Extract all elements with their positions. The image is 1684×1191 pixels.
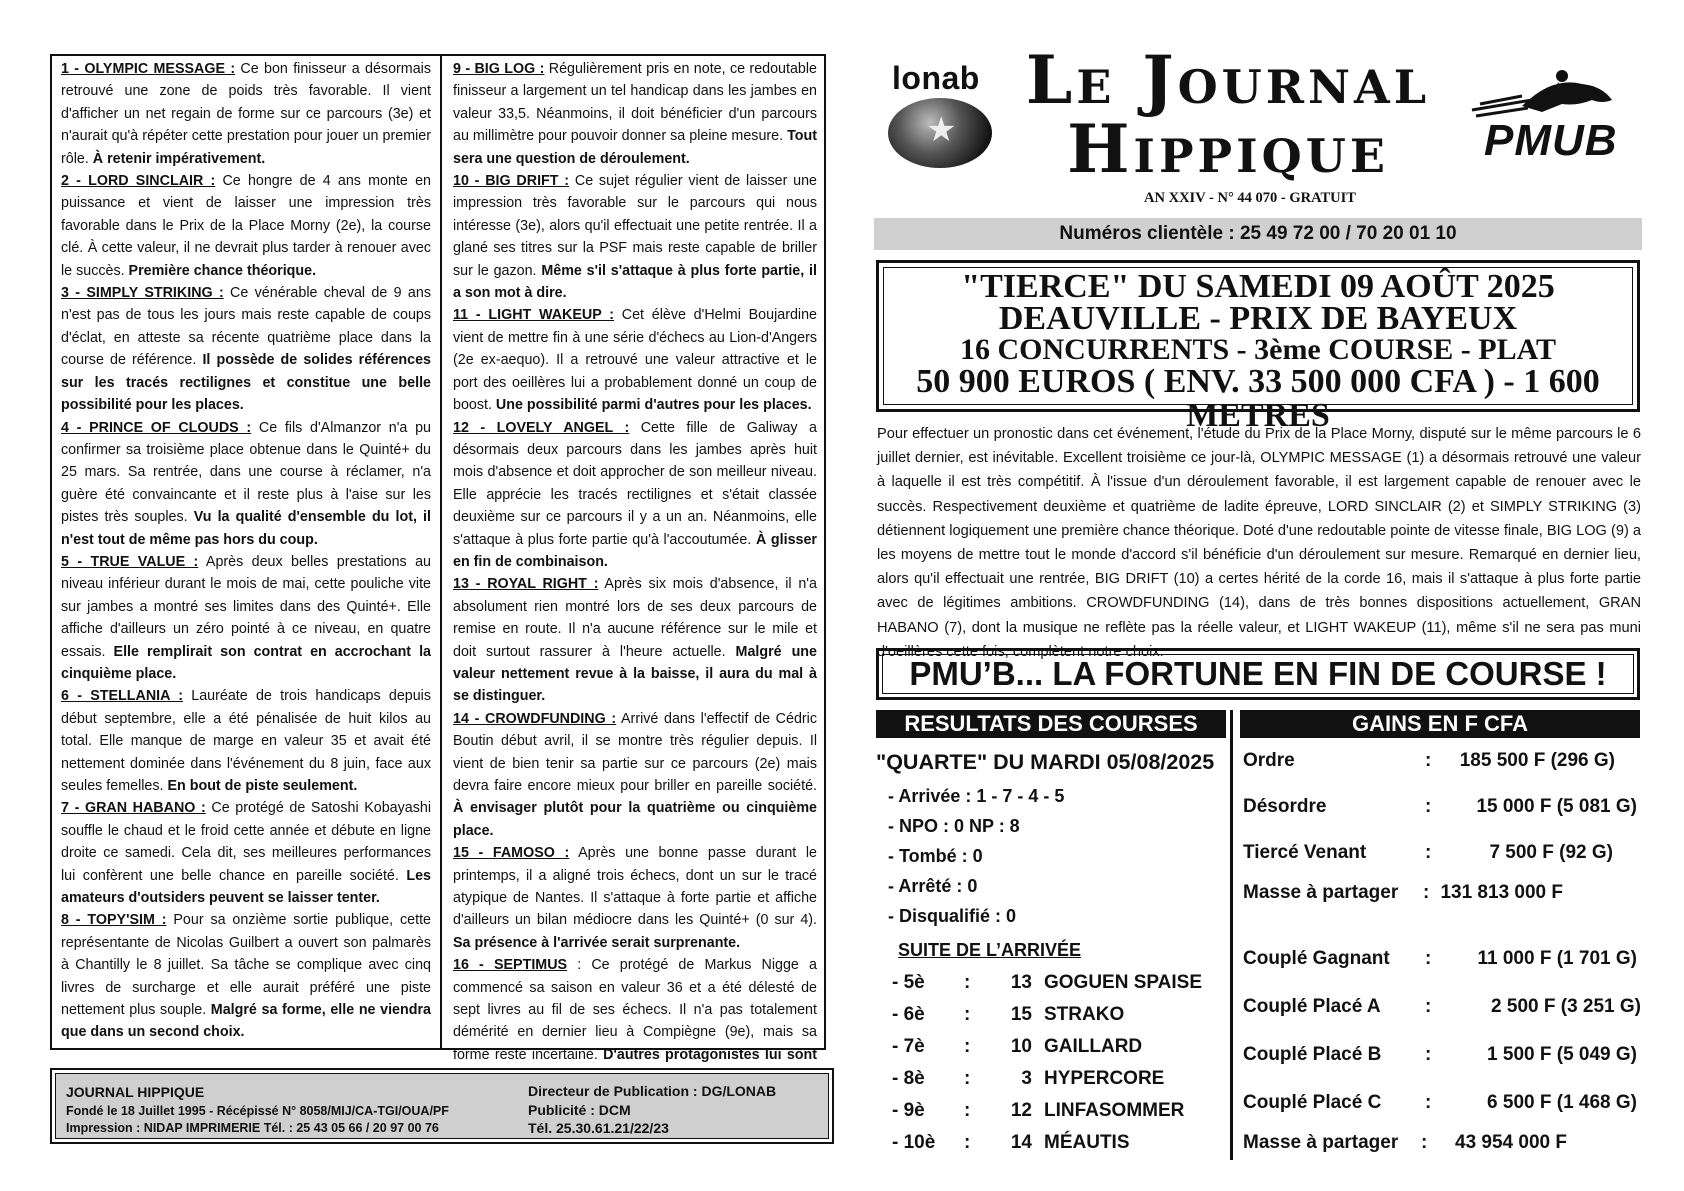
result-line-npo: - NPO : 0 NP : 8 xyxy=(888,816,1020,836)
entry-text: Cet élève d'Helmi Boujardine vient de mettre fin à une série d'échecs au Lion-d'Angers (2e ex-aequo). Il a retrouvé une valeur attractive et le port des oeillères lui a probablement donné un coup de boost. xyxy=(453,307,817,414)
entry-text: Après six mois d'absence, il n'a absolument rien montré lors de ses deux parcours de remise en route. Il n'a aucune référence sur le mile et doit surtout rassurer à l'heure actuelle. xyxy=(453,576,817,660)
entry-verdict: À glisser en fin de combinaison. xyxy=(453,531,817,570)
footer-panel xyxy=(55,1073,829,1139)
entry-verdict: À envisager plutôt pour la quatrième ou cinquième place. xyxy=(453,800,817,839)
gain-colon: : xyxy=(1425,1092,1432,1113)
entry-5 xyxy=(61,551,431,685)
entry-verdict: Malgré sa forme, elle ne viendra que dans un second choix. xyxy=(61,1002,431,1041)
entry-6 xyxy=(61,685,431,797)
entry-15 xyxy=(453,842,817,954)
entry-head: 2 - LORD SINCLAIR : xyxy=(61,173,216,190)
entry-head: 8 - TOPY'SIM : xyxy=(61,912,167,929)
suite-horse-name: GOGUEN SPAISE xyxy=(1044,972,1203,993)
suite-number: 14 xyxy=(1010,1132,1032,1153)
entry-11 xyxy=(453,304,817,416)
entry-head: 5 - TRUE VALUE : xyxy=(61,553,199,570)
entry-text: Après deux belles prestations au niveau inférieur durant le mois de mai, cette pouliche vite sur jambes a montré ses limites dans des Quinté+. Elle affiche d'ailleurs un zéro pointé à ce niveau, en quatre essais. xyxy=(61,553,431,660)
gain-value: 2 500 F (3 251 G) xyxy=(1491,996,1641,1017)
entry-verdict: Sa présence à l'arrivée serait surprenante. xyxy=(453,934,741,951)
footer-phone: Tél. 25.30.61.21/22/23 xyxy=(528,1120,669,1136)
gain-label: Couplé Gagnant xyxy=(1243,948,1390,969)
entry-text: Ce sujet régulier vient de laisser une impression très favorable sur le parcours qui nous intéresse (3e), alors qu'il effectuait une petite rentrée. Il a glané ses titres sur la PSF mais reste capable de briller sur le gazon. xyxy=(453,173,817,279)
footer-printing: Impression : NIDAP IMPRIMERIE Tél. : 25 43 05 66 / 20 97 00 76 xyxy=(66,1121,439,1135)
star-icon: ★ xyxy=(926,111,957,149)
race-title-line-1: "TIERCE" DU SAMEDI 09 AOÛT 2025 xyxy=(961,268,1555,305)
gain-row xyxy=(1243,1092,1643,1118)
suite-number: 10 xyxy=(1010,1036,1032,1057)
entry-text: Ce fils d'Almanzor n'a pu confirmer sa troisième place obtenue dans le Quinté+ du 25 mars. Sa rentrée, dans une course à réclamer, n'a guère été convaincante et il reste plus à l'aise sur les pistes très souples. xyxy=(61,419,431,526)
suite-position: - 10è xyxy=(892,1132,936,1153)
entry-verdict: Une possibilité parmi d'autres pour les places. xyxy=(495,397,812,414)
gain-value: 1 500 F (5 049 G) xyxy=(1487,1044,1637,1065)
race-title-box xyxy=(876,260,1640,434)
entry-verdict: D'autres protagonistes lui sont xyxy=(603,1046,817,1063)
entry-verdict: Tout sera une question de déroulement. xyxy=(453,128,817,167)
gain-label: Tiercé Venant xyxy=(1243,842,1367,863)
race-title-line-3: 16 CONCURRENTS - 3ème COURSE - PLAT xyxy=(959,333,1557,366)
result-line-arrivee: - Arrivée : 1 - 7 - 4 - 5 xyxy=(888,786,1065,806)
gain-colon: : xyxy=(1421,1132,1428,1153)
journal-title xyxy=(1008,41,1448,188)
suite-colon: : xyxy=(964,1036,971,1057)
suite-position: - 7è xyxy=(892,1036,925,1057)
gain-label: Désordre xyxy=(1243,796,1327,817)
gain-label: Masse à partager xyxy=(1243,882,1399,903)
suite-number: 12 xyxy=(1010,1100,1032,1121)
entry-3 xyxy=(61,282,431,416)
race-title-line-4: 50 900 EUROS ( ENV. 33 500 000 CFA ) - 1 600 METRES xyxy=(916,363,1600,434)
descriptions-column-2 xyxy=(453,58,817,1089)
lonab-logo xyxy=(884,60,1002,170)
prognosis-intro: Pour effectuer un pronostic dans cet événement, l'étude du Prix de la Place Morny, disputé sur le même parcours le 6 juillet dernier, est inévitable. Excellent troisième ce jour-là, OLYMPIC MESSAGE (1) a désormais retrouvé une valeur à laquelle il est très compétitif. À l'issue d'un déroulement favorable, il est largement capable de renouer avec le succès. Respectivement deuxième et quatrième de ladite épreuve, LORD SINCLAIR (2) et SIMPLY STRIKING (3) détiennent logiquement une première chance théorique. Doté d'une redoutable pointe de vitesse finale, BIG LOG (9) a les moyens de mettre tout le monde d'accord s'il bénéficie d'un déroulement sur mesure. Remarqué en dernier lieu, alors qu'il effectuait une rentrée, BIG DRIFT (10) a certes hérité de la corde 16, mais il s'attaque à plus forte partie avec de légitimes ambitions. CROWDFUNDING (14), dans de très bonnes dispositions actuellement, GRAN HABANO (7), dont la musique ne reflète pas la réelle valeur, et LIGHT WAKEUP (11), même s'il ne sera pas muni d'oeillères cette fois, complètent notre choix. xyxy=(877,426,1641,660)
issue-info: AN XXIV - N° 44 070 - GRATUIT xyxy=(1144,190,1356,206)
results-divider xyxy=(1230,710,1233,1160)
entry-head: 15 - FAMOSO : xyxy=(453,845,570,862)
entry-verdict: Première chance théorique. xyxy=(128,262,317,279)
entry-head: 12 - LOVELY ANGEL : xyxy=(453,419,630,436)
entry-1 xyxy=(61,58,431,170)
gain-colon: : xyxy=(1425,1044,1432,1065)
entry-9 xyxy=(453,58,817,170)
entry-verdict: À retenir impérativement. xyxy=(92,150,266,167)
suite-number: 15 xyxy=(1010,1004,1032,1025)
entry-text: Ce protégé de Satoshi Kobayashi souffle le chaud et le froid cette année et débute en ligne droite ce samedi. Cela dit, ses meilleures performances lui confèrent une belle chance en pareille société. xyxy=(61,800,432,884)
entry-verdict: Les amateurs d'outsiders peuvent se laisser tenter. xyxy=(61,867,431,907)
gain-colon: : xyxy=(1425,948,1432,969)
entry-head: 16 - SEPTIMUS xyxy=(453,957,568,974)
footer-journal-name: JOURNAL HIPPIQUE xyxy=(66,1084,205,1100)
suite-horse-name: LINFASOMMER xyxy=(1044,1100,1185,1121)
entry-7 xyxy=(61,797,431,909)
entry-verdict: Vu la qualité d'ensemble du lot, il n'est tout de même pas hors du coup. xyxy=(61,509,431,548)
pmub-logo xyxy=(1462,66,1632,176)
publication-footer xyxy=(50,1068,834,1144)
results-header: RESULTATS DES COURSES xyxy=(876,710,1226,738)
gain-label: Masse à partager xyxy=(1243,1132,1399,1153)
entry-text: Ce bon finisseur a désormais retrouvé une zone de poids très favorable. Il vient d'afficher un net regain de forme sur ce parcours (3e) et n'aurait qu'à répéter cette prestation pour jouer un premier rôle. xyxy=(61,61,431,167)
race-title-inner xyxy=(883,267,1633,434)
gain-row xyxy=(1243,1132,1643,1158)
entry-head: 6 - STELLANIA : xyxy=(61,688,183,705)
gain-colon: : xyxy=(1425,750,1432,771)
gain-value: 11 000 F (1 701 G) xyxy=(1477,948,1637,969)
entry-head: 7 - GRAN HABANO : xyxy=(61,800,206,817)
gain-row xyxy=(1243,948,1643,974)
entry-text: Après une bonne passe durant le printemps, il a aligné trois échecs, dont un sur le tracé atypique de Nantes. Il s'attaque à forte partie et affiche d'ailleurs un bilan médiocre dans les Quinté+ (0 sur 4). xyxy=(453,845,818,929)
gain-label: Ordre xyxy=(1243,750,1295,771)
suite-colon: : xyxy=(964,1132,971,1153)
journal-title-line-1: Le Journal xyxy=(1025,41,1431,119)
entry-13 xyxy=(453,573,817,707)
gain-colon: : xyxy=(1425,996,1432,1017)
suite-colon: : xyxy=(964,972,971,993)
suite-horse-name: STRAKO xyxy=(1044,1004,1125,1025)
entry-head: 10 - BIG DRIFT : xyxy=(453,173,570,190)
suite-colon: : xyxy=(964,1004,971,1025)
gain-value: 185 500 F (296 G) xyxy=(1459,750,1615,771)
entry-verdict: Elle remplirait son contrat en accrochant la cinquième place. xyxy=(61,643,432,682)
footer-advertising: Publicité : DCM xyxy=(528,1102,631,1118)
result-line-tombe: - Tombé : 0 xyxy=(888,846,983,866)
entry-head: 14 - CROWDFUNDING : xyxy=(453,710,617,727)
suite-horse-name: GAILLARD xyxy=(1044,1036,1143,1057)
gain-row xyxy=(1243,842,1643,868)
suite-position: - 6è xyxy=(892,1004,925,1025)
entry-12 xyxy=(453,417,817,574)
gain-value: 131 813 000 F xyxy=(1440,882,1563,903)
gain-value: 7 500 F (92 G) xyxy=(1489,842,1613,863)
result-line-arrete: - Arrêté : 0 xyxy=(888,876,978,896)
suite-position: - 9è xyxy=(892,1100,925,1121)
entry-text: Arrivé dans l'effectif de Cédric Boutin début avril, il se montre très régulier depuis. Il vient de bien tenir sa partie sur ce parcours (2e) mais devra faire encore mieux pour briller en pareille société. xyxy=(453,710,817,794)
gain-row xyxy=(1243,796,1643,822)
entry-head: 13 - ROYAL RIGHT : xyxy=(453,576,599,593)
entry-verdict: En bout de piste seulement. xyxy=(167,778,358,794)
lonab-logo-text: lonab xyxy=(892,60,980,96)
entry-head: 11 - LIGHT WAKEUP : xyxy=(453,307,614,324)
entry-verdict: Même s'il s'attaque à plus forte partie, il a son mot à dire. xyxy=(453,262,817,302)
suite-position: - 5è xyxy=(892,972,925,993)
gain-row xyxy=(1243,750,1643,776)
entry-text: Lauréate de trois handicaps depuis début septembre, elle a été pénalisée de huit kilos au total. Elle manque de marge en valeur 35 et avait été nettement dominée dans l'événement du 8 juin, face aux seules femelles. xyxy=(61,688,432,794)
suite-title: SUITE DE L’ARRIVÉE xyxy=(898,940,1082,960)
entry-head: 9 - BIG LOG : xyxy=(453,61,545,77)
gain-value: 43 954 000 F xyxy=(1455,1132,1567,1153)
entry-head: 1 - OLYMPIC MESSAGE : xyxy=(61,61,236,77)
gain-label: Couplé Placé A xyxy=(1243,996,1381,1017)
suite-horse-name: MÉAUTIS xyxy=(1044,1132,1130,1153)
horse-descriptions-box xyxy=(50,54,826,1063)
suite-position: - 8è xyxy=(892,1068,925,1089)
entry-4 xyxy=(61,417,431,551)
suite-number: 3 xyxy=(1021,1068,1032,1089)
entry-verdict: Il possède de solides références sur les tracés rectilignes et constitue une belle possibilité pour les places. xyxy=(61,352,431,414)
entry-text: Régulièrement pris en note, ce redoutable finisseur a largement un tel handicap dans les jambes en valeur 33,5. Néanmoins, il doit bénéficier d'un parcours au millimètre pour pouvoir donner sa pleine mesure. xyxy=(453,61,818,145)
gain-row xyxy=(1243,1044,1643,1070)
descriptions-column-1 xyxy=(61,58,431,1044)
entry-head: 3 - SIMPLY STRIKING : xyxy=(61,285,224,302)
entry-text: Pour sa onzième sortie publique, cette représentante de Nicolas Guilbert a ouvert son palmarès à Chantilly le 8 juillet. Sa tâche se complique avec cinq livres de surcharge et elle aurait préféré une piste nettement plus souple. xyxy=(61,912,431,1019)
slogan-text: PMU’B... LA FORTUNE EN FIN DE COURSE ! xyxy=(882,654,1634,694)
suite-number: 13 xyxy=(1010,972,1032,993)
gain-row xyxy=(1243,882,1643,908)
gain-value: 6 500 F (1 468 G) xyxy=(1487,1092,1637,1113)
gain-colon: : xyxy=(1425,796,1432,817)
gain-label: Couplé Placé B xyxy=(1243,1044,1382,1065)
suite-colon: : xyxy=(964,1100,971,1121)
gain-colon: : xyxy=(1425,842,1432,863)
entry-text: : Ce protégé de Markus Nigge a commencé sa saison en valeur 36 et a été délesté de sept livres au fil de ses échecs. Il n'a pas totalement démérité en dernier lieu à Compiègne (9e), mais sa forme reste incertaine. xyxy=(453,957,817,1063)
entry-8 xyxy=(61,909,431,1043)
pmub-logo-text: PMUB xyxy=(1484,116,1618,165)
entry-text: Cette fille de Galiway a désormais deux parcours dans les jambes après huit mois d'absence et doit approcher de son meilleur niveau. Elle apprécie les tracés rectilignes et s'était classée deuxième sur ce parcours il y a un an. Néanmoins, elle s'attaque à plus forte partie qu'à l'accoutumée. xyxy=(453,419,818,548)
entry-head: 4 - PRINCE OF CLOUDS : xyxy=(61,419,252,436)
footer-director: Directeur de Publication : DG/LONAB xyxy=(528,1083,777,1099)
suite-colon: : xyxy=(964,1068,971,1089)
race-title-line-2: DEAUVILLE - PRIX DE BAYEUX xyxy=(998,300,1518,337)
quarte-title: "QUARTE" DU MARDI 05/08/2025 xyxy=(876,750,1215,774)
entry-text: Ce hongre de 4 ans monte en puissance et vient de laisser une impression très favorable dans le Prix de la Place Morny (2e), la course clé. À cette valeur, il ne devrait plus tarder à renouer avec le succès. xyxy=(61,173,431,279)
result-line-disqualifie: - Disqualifié : 0 xyxy=(888,906,1017,926)
slogan-box xyxy=(876,648,1640,700)
footer-founded: Fondé le 18 Juillet 1995 - Récépissé N° 8058/MIJ/CA-TGI/OUA/PF xyxy=(66,1104,449,1118)
suite-horse-name: HYPERCORE xyxy=(1044,1068,1165,1089)
entry-14 xyxy=(453,708,817,842)
gain-row xyxy=(1243,996,1643,1022)
entry-2 xyxy=(61,170,431,282)
column-divider xyxy=(440,54,442,1050)
gain-value: 15 000 F (5 081 G) xyxy=(1476,796,1637,817)
journal-title-line-2: Hippique xyxy=(1067,110,1389,188)
gains-header: GAINS EN F CFA xyxy=(1240,710,1640,738)
gain-colon: : xyxy=(1423,882,1430,903)
entry-10 xyxy=(453,170,817,304)
customer-numbers-bar: Numéros clientèle : 25 49 72 00 / 70 20 01 10 xyxy=(874,218,1642,250)
entry-text: Ce vénérable cheval de 9 ans n'est pas de tous les jours mais reste capable de coups d'éclat, en atteste sa récente quatrième place dans la course de référence. xyxy=(61,285,431,369)
gain-label: Couplé Placé C xyxy=(1243,1092,1382,1113)
entry-verdict: Malgré une valeur nettement revue à la baisse, il aura du mal à se distinguer. xyxy=(453,643,817,705)
